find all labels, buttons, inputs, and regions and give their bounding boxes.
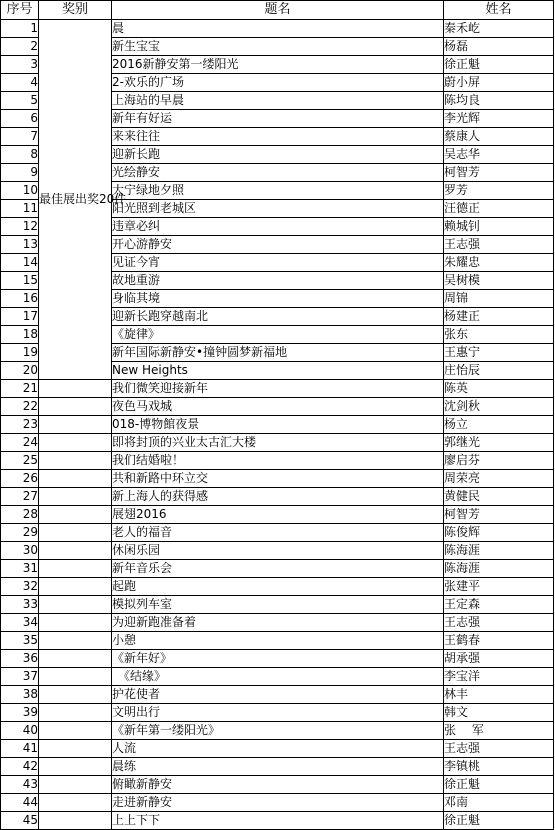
row-number: 45: [1, 812, 39, 830]
entry-title: 新年国际新静安•撞钟圆梦新福地: [112, 344, 444, 362]
row-number: 21: [1, 380, 39, 398]
author-name: 李镇桃: [444, 758, 554, 776]
entry-title: 晨: [112, 20, 444, 38]
author-name: 王定森: [444, 596, 554, 614]
author-name: 韩文: [444, 704, 554, 722]
entry-title: 新上海人的获得感: [112, 488, 444, 506]
row-number: 24: [1, 434, 39, 452]
award-category-empty: [39, 668, 112, 686]
award-category-empty: [39, 812, 112, 830]
table-row: [1, 614, 554, 632]
entry-title: 人流: [112, 740, 444, 758]
table-row: [1, 542, 554, 560]
author-name: 廖启芬: [444, 452, 554, 470]
table-row: [1, 776, 554, 794]
entry-title: 夜色马戏城: [112, 398, 444, 416]
table-row: [1, 596, 554, 614]
entry-title: 上上下下: [112, 812, 444, 830]
row-number: 35: [1, 632, 39, 650]
row-number: 37: [1, 668, 39, 686]
row-number: 7: [1, 128, 39, 146]
author-name: 王志强: [444, 740, 554, 758]
author-name: 杨建正: [444, 308, 554, 326]
entry-title: 共和新路中环立交: [112, 470, 444, 488]
award-category-empty: [39, 632, 112, 650]
award-category-empty: [39, 740, 112, 758]
row-number: 1: [1, 20, 39, 38]
entry-title: 《结缘》: [112, 668, 444, 686]
author-name: 周锦: [444, 290, 554, 308]
award-category-empty: [39, 560, 112, 578]
table-row: [1, 668, 554, 686]
row-number: 20: [1, 362, 39, 380]
entry-title: 走进新静安: [112, 794, 444, 812]
row-number: 39: [1, 704, 39, 722]
row-number: 13: [1, 236, 39, 254]
row-number: 8: [1, 146, 39, 164]
entry-title: New Heights: [112, 362, 444, 380]
table-row: [1, 686, 554, 704]
table-row: [1, 488, 554, 506]
entry-title: 俯瞰新静安: [112, 776, 444, 794]
award-category-empty: [39, 542, 112, 560]
table-row: [1, 560, 554, 578]
author-name: 胡承强: [444, 650, 554, 668]
author-name: 郭继光: [444, 434, 554, 452]
author-name: 汪德正: [444, 200, 554, 218]
row-number: 15: [1, 272, 39, 290]
award-category-empty: [39, 578, 112, 596]
table-row: [1, 632, 554, 650]
table-row: [1, 380, 554, 398]
author-name: 吴树模: [444, 272, 554, 290]
table-row: [1, 578, 554, 596]
entry-title: 新年音乐会: [112, 560, 444, 578]
author-name: 邓南: [444, 794, 554, 812]
award-category-empty: [39, 794, 112, 812]
author-name: 张建平: [444, 578, 554, 596]
row-number: 16: [1, 290, 39, 308]
row-number: 3: [1, 56, 39, 74]
row-number: 40: [1, 722, 39, 740]
entry-title: 故地重游: [112, 272, 444, 290]
row-number: 36: [1, 650, 39, 668]
author-name: 黄健民: [444, 488, 554, 506]
table-row: [1, 794, 554, 812]
entry-title: 小憩: [112, 632, 444, 650]
row-number: 25: [1, 452, 39, 470]
row-number: 32: [1, 578, 39, 596]
author-name: 李光辉: [444, 110, 554, 128]
table-row: [1, 416, 554, 434]
entry-title: 《旋律》: [112, 326, 444, 344]
row-number: 22: [1, 398, 39, 416]
award-category-empty: [39, 758, 112, 776]
row-number: 19: [1, 344, 39, 362]
author-name: 张东: [444, 326, 554, 344]
author-name: 沈剑秋: [444, 398, 554, 416]
entry-title: 新生宝宝: [112, 38, 444, 56]
entry-title: 我们结婚啦！: [112, 452, 444, 470]
author-name: 陈海涯: [444, 542, 554, 560]
award-category-empty: [39, 650, 112, 668]
row-number: 18: [1, 326, 39, 344]
row-number: 11: [1, 200, 39, 218]
header-category: 奖别: [39, 1, 112, 20]
author-name: 陈俊辉: [444, 524, 554, 542]
entry-title: 身临其境: [112, 290, 444, 308]
entry-title: 新年有好运: [112, 110, 444, 128]
table-row: [1, 470, 554, 488]
table-row: [1, 650, 554, 668]
table-row: [1, 704, 554, 722]
author-name: 朱耀忠: [444, 254, 554, 272]
award-category-empty: [39, 488, 112, 506]
entry-title: 光绘静安: [112, 164, 444, 182]
table-row: [1, 434, 554, 452]
row-number: 29: [1, 524, 39, 542]
award-category-empty: [39, 596, 112, 614]
entry-title: 展翅2016: [112, 506, 444, 524]
row-number: 28: [1, 506, 39, 524]
award-category-empty: [39, 434, 112, 452]
table-row: [1, 524, 554, 542]
author-name: 徐正魁: [444, 812, 554, 830]
author-name: 王鹤春: [444, 632, 554, 650]
author-name: 王志强: [444, 614, 554, 632]
row-number: 10: [1, 182, 39, 200]
author-name: 周荣亮: [444, 470, 554, 488]
row-number: 26: [1, 470, 39, 488]
row-number: 4: [1, 74, 39, 92]
award-category-empty: [39, 506, 112, 524]
row-number: 41: [1, 740, 39, 758]
author-name: 罗芳: [444, 182, 554, 200]
row-number: 38: [1, 686, 39, 704]
table-row: [1, 722, 554, 740]
table-row: [1, 506, 554, 524]
header-no: 序号: [1, 1, 39, 20]
author-name: 柯智芳: [444, 164, 554, 182]
author-name: 王志强: [444, 236, 554, 254]
entry-title: 模拟列车室: [112, 596, 444, 614]
entry-title: 为迎新跑准备着: [112, 614, 444, 632]
award-category-empty: [39, 380, 112, 398]
row-number: 33: [1, 596, 39, 614]
entry-title: 2-欢乐的广场: [112, 74, 444, 92]
author-name: 吴志华: [444, 146, 554, 164]
row-number: 42: [1, 758, 39, 776]
entry-title: 见证今宵: [112, 254, 444, 272]
table-row: [1, 812, 554, 830]
row-number: 34: [1, 614, 39, 632]
author-name: 秦禾屹: [444, 20, 554, 38]
award-category-empty: [39, 416, 112, 434]
author-name: 陈海涯: [444, 560, 554, 578]
entry-title: 护花使者: [112, 686, 444, 704]
header-title: 题名: [112, 1, 444, 20]
entry-title: 2016新静安第一缕阳光: [112, 56, 444, 74]
header-name: 姓名: [444, 1, 554, 20]
row-number: 2: [1, 38, 39, 56]
author-name: 庄怡辰: [444, 362, 554, 380]
entry-title: 上海站的早晨: [112, 92, 444, 110]
author-name: 赖城钊: [444, 218, 554, 236]
author-name: 李宝洋: [444, 668, 554, 686]
entry-title: 起跑: [112, 578, 444, 596]
row-number: 9: [1, 164, 39, 182]
row-number: 14: [1, 254, 39, 272]
entry-title: 018-博物館夜景: [112, 416, 444, 434]
entry-title: 我们微笑迎接新年: [112, 380, 444, 398]
award-category-empty: [39, 614, 112, 632]
entry-title: 来来往往: [112, 128, 444, 146]
author-name: 王惠宁: [444, 344, 554, 362]
author-name: 林丰: [444, 686, 554, 704]
entry-title: 违章必纠: [112, 218, 444, 236]
table-row: [1, 398, 554, 416]
row-number: 27: [1, 488, 39, 506]
entry-title: 《新年好》: [112, 650, 444, 668]
entry-title: 大宁绿地夕照: [112, 182, 444, 200]
row-number: 5: [1, 92, 39, 110]
entry-title: 休闲乐园: [112, 542, 444, 560]
author-name: 杨磊: [444, 38, 554, 56]
award-category-empty: [39, 524, 112, 542]
entry-title: 开心游静安: [112, 236, 444, 254]
award-category: 最佳展出奖20件: [39, 20, 112, 380]
author-name: 张 军: [444, 722, 554, 740]
author-name: 徐正魁: [444, 776, 554, 794]
entry-title: 《新年第一缕阳光》: [112, 722, 444, 740]
row-number: 17: [1, 308, 39, 326]
author-name: 陈英: [444, 380, 554, 398]
row-number: 23: [1, 416, 39, 434]
row-number: 30: [1, 542, 39, 560]
entry-title: 文明出行: [112, 704, 444, 722]
row-number: 43: [1, 776, 39, 794]
row-number: 31: [1, 560, 39, 578]
award-category-empty: [39, 704, 112, 722]
row-number: 6: [1, 110, 39, 128]
award-category-empty: [39, 452, 112, 470]
table-row: [1, 740, 554, 758]
table-body: [1, 20, 554, 830]
author-name: 陈均良: [444, 92, 554, 110]
award-category-empty: [39, 722, 112, 740]
entry-title: 迎新长跑穿越南北: [112, 308, 444, 326]
table-row: [1, 758, 554, 776]
author-name: 徐正魁: [444, 56, 554, 74]
table-row: [1, 452, 554, 470]
row-number: 44: [1, 794, 39, 812]
entry-title: 阳光照到老城区: [112, 200, 444, 218]
award-category-empty: [39, 776, 112, 794]
entry-title: 老人的福音: [112, 524, 444, 542]
entry-title: 迎新长跑: [112, 146, 444, 164]
award-category-empty: [39, 470, 112, 488]
table-row: [1, 20, 554, 38]
author-name: 蔚小屏: [444, 74, 554, 92]
entry-title: 即将封顶的兴业太古汇大楼: [112, 434, 444, 452]
row-number: 12: [1, 218, 39, 236]
header-row: [1, 1, 554, 20]
award-category-empty: [39, 686, 112, 704]
author-name: 蔡康人: [444, 128, 554, 146]
author-name: 杨立: [444, 416, 554, 434]
entry-title: 晨练: [112, 758, 444, 776]
award-category-empty: [39, 398, 112, 416]
author-name: 柯智芳: [444, 506, 554, 524]
